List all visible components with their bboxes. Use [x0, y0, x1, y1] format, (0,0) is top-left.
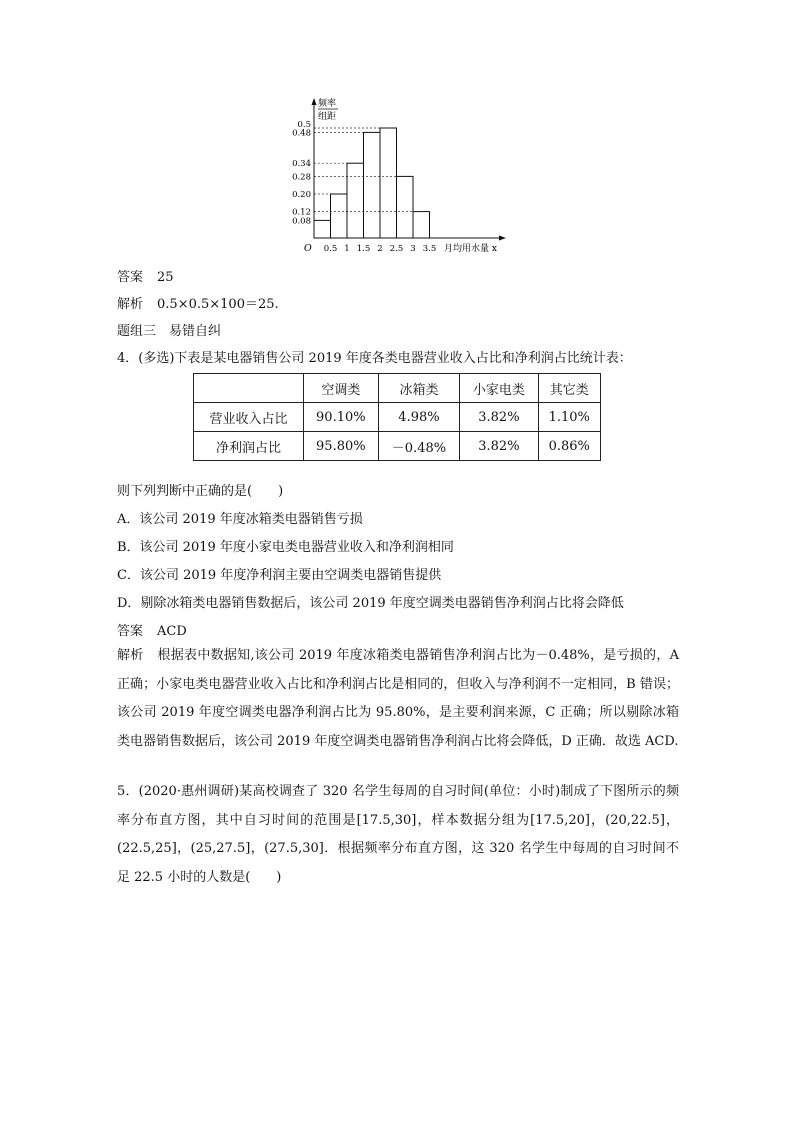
q4-answer-value: ACD [157, 624, 187, 639]
table-cell: 3.82% [460, 432, 538, 461]
table-header-cell [194, 374, 304, 403]
x-tick-labels [324, 244, 437, 254]
table-row [194, 403, 601, 432]
q4-option-c: C．该公司 2019 年度净利润主要由空调类电器销售提供 [117, 568, 442, 583]
x-tick-label: 3 [410, 244, 416, 254]
table-cell: 90.10% [304, 403, 379, 432]
histogram-axes [312, 98, 507, 241]
table-header-cell: 其它类 [538, 374, 600, 403]
table-header-cell: 冰箱类 [378, 374, 460, 403]
x-axis-label: 月均用水量 x [444, 244, 497, 254]
origin-label: O [304, 243, 312, 254]
table-header-cell: 空调类 [304, 374, 379, 403]
x-tick-label: 2 [377, 244, 383, 254]
y-tick-label: 0.08 [292, 216, 311, 227]
y-tick-label: 0.5 [297, 120, 311, 130]
histogram-bar [413, 212, 430, 238]
histogram-bar [347, 163, 364, 238]
table-cell: 95.80% [304, 432, 379, 461]
q4-answer [117, 622, 187, 642]
x-tick-label: 0.5 [323, 244, 338, 254]
q4-analysis-text: 根据表中数据知,该公司 2019 年度冰箱类电器销售净利润占比为－0.48%，是亏损的，A 正确；小家电类电器营业收入占比和净利润占比是相同的，但收入与净利润不一定相同，B 错误；该公司 2019 年度空调类电器净利润占比为 95.80%，是主要利润来源，C 正确；所以剔除冰箱类电器销售数据后，该公司 2019 年度空调类电器销售净利润占比将会降低，D 正确．故选 ACD. [117, 648, 679, 749]
table-cell: 3.82% [460, 403, 538, 432]
x-tick-label: 1.5 [356, 244, 371, 254]
y-axis-arrow [312, 98, 317, 105]
table-cell: 0.86% [538, 432, 600, 461]
q4-option-a: A．该公司 2019 年度冰箱类电器销售亏损 [117, 512, 363, 527]
answer-tag: 答案 [117, 270, 144, 285]
q3-analysis-text: 0.5×0.5×100＝25. [157, 297, 279, 312]
q4-option-d: D．剔除冰箱类电器销售数据后，该公司 2019 年度空调类电器销售净利润占比将会降低 [117, 596, 624, 611]
answer-tag: 答案 [117, 624, 144, 639]
q4-prompt: 则下列判断中正确的是( ) [117, 484, 284, 499]
table-header-row [194, 374, 601, 403]
y-tick-label: 0.20 [292, 190, 311, 200]
x-tick-label: 2.5 [389, 244, 404, 254]
analysis-tag: 解析 [117, 648, 144, 663]
q3-answer [117, 268, 174, 288]
q4-stem: 4．(多选)下表是某电器销售公司 2019 年度各类电器营业收入占比和净利润占比统计表： [117, 351, 632, 366]
y-axis-label-top: 频率 [318, 99, 337, 109]
table-cell: －0.48% [378, 432, 460, 461]
frequency-histogram [290, 96, 510, 261]
q4-analysis [117, 642, 679, 756]
table-header-cell: 小家电类 [460, 374, 538, 403]
y-axis-label-bottom: 组距 [318, 112, 337, 122]
histogram-bars [314, 128, 430, 238]
section-title: 题组三 易错自纠 [117, 324, 222, 339]
q4-option-b: B．该公司 2019 年度小家电类电器营业收入和净利润相同 [117, 540, 454, 555]
table-row [194, 432, 601, 461]
q3-analysis [117, 295, 279, 315]
table-cell: 营业收入占比 [194, 403, 304, 432]
y-tick-label: 0.34 [292, 159, 311, 170]
histogram-bar [314, 220, 331, 238]
table-cell: 1.10% [538, 403, 600, 432]
histogram-bar [397, 176, 414, 238]
x-tick-label: 1 [344, 244, 350, 254]
analysis-tag: 解析 [117, 297, 144, 312]
x-tick-label: 3.5 [422, 244, 437, 254]
y-tick-label: 0.12 [292, 207, 311, 218]
histogram-bar [331, 194, 348, 238]
y-tick-labels [292, 120, 311, 226]
q5-stem: 5．(2020·惠州调研)某高校调查了 320 名学生每周的自习时间(单位：小时)制成了下图所示的频率分布直方图，其中自习时间的范围是[17.5,30]，样本数据分组为[17.5,20]，(20,22.5]，(22.5,25]，(25,27.5]，(27.5,30]．根据频率分布直方图，这 320 名学生中每周的自习时间不足 22.5 小时的人数是( ) [117, 784, 679, 885]
q4-stats-table [193, 373, 601, 461]
y-tick-label: 0.48 [292, 128, 311, 139]
q3-answer-value: 25 [157, 270, 174, 285]
table-cell: 净利润占比 [194, 432, 304, 461]
histogram-bar [364, 132, 381, 238]
histogram-bar [380, 128, 397, 238]
x-axis-arrow [499, 236, 506, 241]
table-cell: 4.98% [378, 403, 460, 432]
y-tick-label: 0.28 [292, 172, 311, 183]
